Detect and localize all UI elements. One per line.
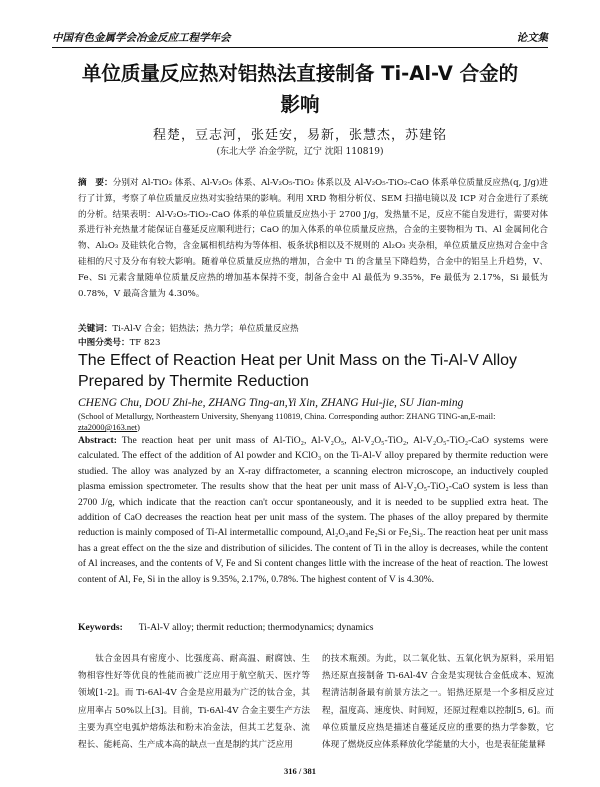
body-paragraph-right: 的技术瓶颈。为此，以二氧化钛、五氧化钒为原料，采用铝热还原直接制备 Ti-6Al-4V 合金是实现钛合金低成本、短流程清洁制备最有前景方法之一。铝热还原是一个多相反应过程，温度高、速度快、时间短，还原过程难以控制[5, 6]。而单位质量反应热是描述自蔓延反应的重要的热力学参数，它体现了燃烧反应体系释放化学能量的大小，也是表征能量释 [322,654,554,751]
page-number: 316 / 381 [283,766,317,776]
header-section: 论文集 [516,32,548,44]
classification-text: TF 823 [129,338,161,348]
english-title: The Effect of Reaction Heat per Unit Mass on the Ti-Al-V Alloy Prepared by Thermite Reduction [78,352,518,390]
chinese-keywords [78,322,548,336]
running-header [52,30,548,46]
body-paragraph-left: 钛合金因具有密度小、比强度高、耐高温、耐腐蚀、生物相容性好等优良的性能而被广泛应用于航空航天、医疗等领域[1-2]。而 Ti-6Al-4V 合金是应用最为广泛的钛合金，其应用率占 50%以上[3]。目前，Ti-6Al-4V 合金主要生产方法主要为真空电弧炉熔炼法和粉末冶金法，但其工艺复杂、流程长、能耗高、生产成本高的缺点一直是制约其广泛应用 [78,654,310,751]
classification-label: 中图分类号： [78,338,130,348]
chinese-abstract [78,176,548,302]
chinese-keywords-label: 关键词： [78,324,113,334]
chinese-keywords-text: Ti-Al-V 合金；铝热法；热力学；单位质量反应热 [112,324,299,334]
chinese-authors: 程楚，豆志河，张廷安，易新，张慧杰，苏建铭 [152,128,447,143]
english-abstract-text: The reaction heat per unit mass of Al-TiO₂, Al-V₂O₅, Al-V₂O₅-TiO₂, Al-V₂O₅-TiO₂-CaO systems were calculated. The effect of the addition of Al powder and KClO₃ on the Ti-Al-V alloy prepared by thermite reduction were studied. The alloy was analyzed by an X-ray diffractometer, a scanning electron microscope, an inductively coupled plasma emission spectrometer. The results show that the heat per unit mass of Al-V₂O₅-TiO₂-CaO system is less than 2700 J/g, which indicate that the reaction can't occur spontaneously, and it is needed to be supplied extra heat. The addition of CaO decreases the reaction heat per unit mass of the system. The phases of the alloy prepared by thermite reduction is mainly composed of Ti-Al intermetallic compound, Al₂O₃and Fe₂Si or Fe₂Si₃. The reaction heat per unit mass has a great effect on the the size and distribution of silicides. The content of Ti in the alloy is decreases, while the content of Al increases, and the contents of V, Fe and Si content changes little with the increase of the heat of reaction. The lowest content of Al, Fe, Si in the alloy is 9.35%, 2.17%, 0.78%. The highest content of V is 4.30%. [78,435,548,585]
corresponding-email-link[interactable]: zta2000@163.net [78,423,138,432]
english-abstract [78,433,548,587]
english-authors: CHENG Chu, DOU Zhi-he, ZHANG Ting-an,Yi Xin, ZHANG Hui-jie, SU Jian-ming [78,397,464,409]
english-affiliation-text: (School of Metallurgy, Northeastern University, Shenyang 110819, China. Corresponding author: ZHANG TING-an,E-mail: [78,412,496,421]
classification-number [78,336,548,350]
header-rule [52,47,548,48]
chinese-title-line-2: 影响 [280,93,320,116]
body-column-left [78,651,310,754]
english-abstract-label: Abstract: [78,435,117,446]
body-column-right [322,651,554,754]
header-conference: 中国有色金属学会冶金反应工程学年会 [52,32,231,44]
chinese-title-line-1: 单位质量反应热对铝热法直接制备 Ti-Al-V 合金的 [81,62,519,85]
english-keywords [78,622,548,633]
chinese-abstract-label: 摘 要： [78,178,113,188]
english-keywords-text: Ti-Al-V alloy; thermit reduction; thermodynamics; dynamics [138,622,374,633]
chinese-affiliation: (东北大学 冶金学院，辽宁 沈阳 110819) [216,147,384,157]
english-affiliation [78,411,548,433]
chinese-abstract-text: 分别对 Al-TiO₂ 体系、Al-V₂O₅ 体系、Al-V₂O₅-TiO₂ 体系以及 Al-V₂O₅-TiO₂-CaO 体系单位质量反应热(q, J/g)进行了计算，考察了单位质量反应热对实验结果的影响。利用 XRD 物相分析仪、SEM 扫描电镜以及 ICP 对合金进行了系统的分析。结果表明：Al-V₂O₅-TiO₂-CaO 体系的单位质量反应热小于 2700 J/g，发热量不足，反应不能自发进行，需要对体系进行补充热量才能保证自蔓延反应顺利进行；CaO 的加入体系的单位质量反应热，合金的主要物相为 Ti、Al 金属间化合物、Al₂O₃ 及硅铁化合物，含金属相机结构为等体相、板条状β相以及不规则的 Al₂O₃ 夹杂相，单位质量反应热对合金中含硅相的尺寸及分布有较大影响。随着单位质量反应热的增加，合金中 Ti 的含量呈下降趋势，合金中的铝呈上升趋势，V、Fe、Si 元素含量随单位质量反应热的增加基本保持不变，制备合金中 Al 最低为 9.35%，Fe 最低为 2.17%，Si 最低为 0.78%，V 最高含量为 4.30%。 [78,178,548,299]
chinese-title [50,58,550,120]
english-keywords-label: Keywords: [78,622,123,633]
english-affiliation-close: ) [137,423,140,432]
